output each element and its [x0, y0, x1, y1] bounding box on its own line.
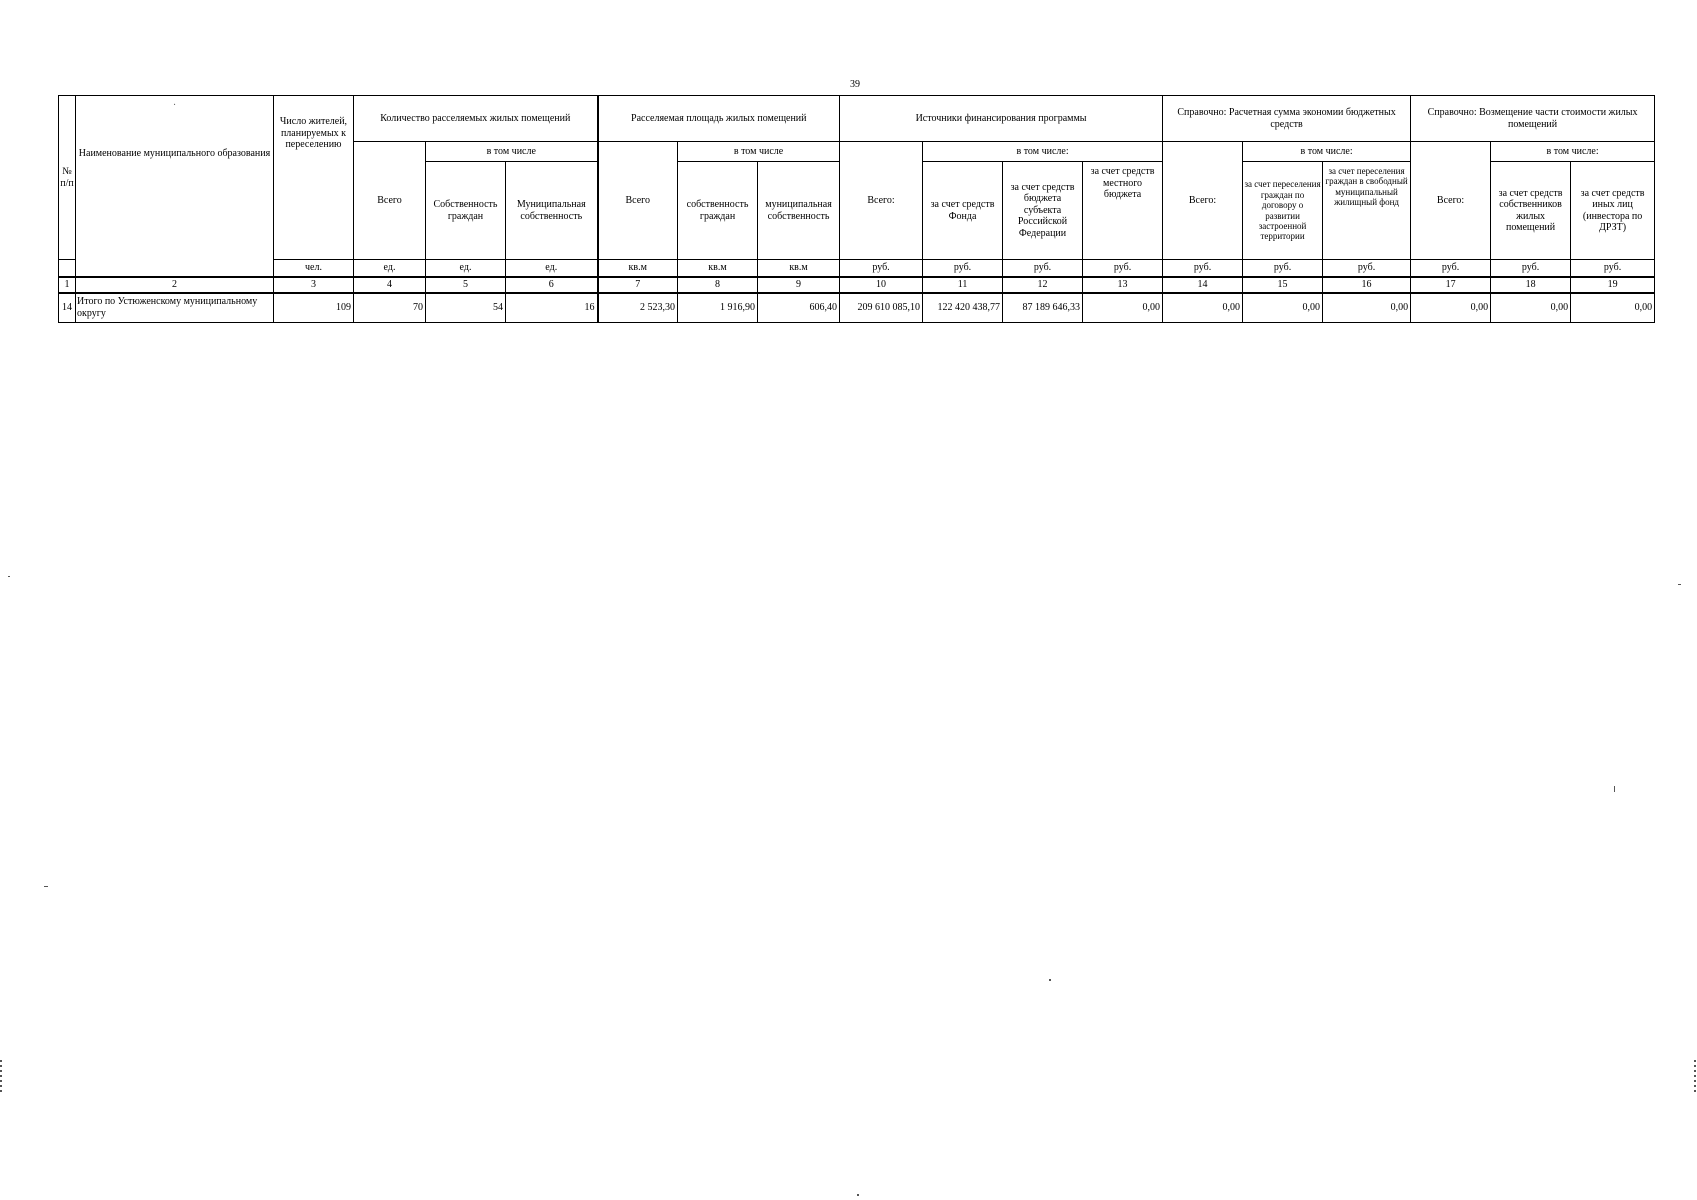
header-group-financing: Источники финансирования программы [840, 96, 1163, 142]
header-qty-total: Всего [354, 142, 426, 260]
row-value: 54 [426, 293, 506, 323]
column-numbers-row [59, 277, 1655, 293]
header-fin-total: Всего: [840, 142, 923, 260]
row-value: 0,00 [1083, 293, 1163, 323]
col-number-cell: 2 [76, 277, 274, 293]
header-name-label: Наименование муниципального образования [78, 147, 271, 159]
header-row-groups [59, 96, 1655, 142]
row-num: 14 [59, 293, 76, 323]
row-value: 0,00 [1323, 293, 1411, 323]
header-econ-total: Всего: [1163, 142, 1243, 260]
header-fin-regional: за счет средств бюджета субъекта Российской Федерации [1003, 162, 1083, 260]
col-number-cell: 11 [923, 277, 1003, 293]
unit-cell: руб. [1003, 260, 1083, 277]
scan-speck [1678, 584, 1681, 585]
unit-cell: руб. [1491, 260, 1571, 277]
row-value: 606,40 [758, 293, 840, 323]
row-value: 1 916,90 [678, 293, 758, 323]
header-comp-total: Всего: [1411, 142, 1491, 260]
col-number-cell: 7 [598, 277, 678, 293]
header-fin-local: за счет средств местного бюджета [1083, 162, 1163, 260]
col-number-cell: 19 [1571, 277, 1655, 293]
scan-speck [857, 1194, 859, 1196]
resettlement-table [58, 95, 1655, 323]
unit-cell: руб. [923, 260, 1003, 277]
row-value: 209 610 085,10 [840, 293, 923, 323]
unit-cell: руб. [1571, 260, 1655, 277]
header-col-num: № п/п [59, 96, 76, 260]
col-number-cell: 5 [426, 277, 506, 293]
col-number-cell: 8 [678, 277, 758, 293]
units-blank [59, 260, 76, 277]
col-number-cell: 14 [1163, 277, 1243, 293]
header-fin-fund: за счет средств Фонда [923, 162, 1003, 260]
scan-speck [1614, 786, 1615, 792]
page-number: 39 [850, 79, 860, 90]
row-value: 0,00 [1491, 293, 1571, 323]
unit-cell: руб. [1243, 260, 1323, 277]
header-comp-incl: в том числе: [1491, 142, 1655, 162]
unit-cell: руб. [1411, 260, 1491, 277]
unit-cell: чел. [274, 260, 354, 277]
col-number-cell: 10 [840, 277, 923, 293]
header-comp-investor: за счет средств иных лиц (инвестора по ДРЗТ) [1571, 162, 1655, 260]
unit-cell: кв.м [758, 260, 840, 277]
header-area-municipal: муниципальная собственность [758, 162, 840, 260]
unit-cell: ед. [506, 260, 598, 277]
scan-speck [1049, 979, 1051, 981]
row-value: 0,00 [1243, 293, 1323, 323]
scan-edge-right [1694, 1060, 1696, 1094]
header-qty-municipal: Муниципальная собственность [506, 162, 598, 260]
col-number-cell: 16 [1323, 277, 1411, 293]
header-fin-incl: в том числе: [923, 142, 1163, 162]
row-value: 70 [354, 293, 426, 323]
header-area-total: Всего [598, 142, 678, 260]
table-row [59, 293, 1655, 323]
row-value: 16 [506, 293, 598, 323]
unit-cell: руб. [1083, 260, 1163, 277]
row-value: 87 189 646,33 [1003, 293, 1083, 323]
col-number-cell: 3 [274, 277, 354, 293]
col-number-cell: 15 [1243, 277, 1323, 293]
row-value: 122 420 438,77 [923, 293, 1003, 323]
header-name-dot: · [172, 100, 177, 111]
row-name: Итого по Устюженскому муниципальному округу [76, 293, 274, 323]
unit-cell: кв.м [678, 260, 758, 277]
col-number-cell: 4 [354, 277, 426, 293]
col-number-cell: 12 [1003, 277, 1083, 293]
col-number-cell: 17 [1411, 277, 1491, 293]
scan-edge-left [0, 1060, 2, 1094]
scan-speck [8, 576, 10, 577]
header-col-name [76, 96, 274, 277]
row-value: 2 523,30 [598, 293, 678, 323]
header-area-incl: в том числе [678, 142, 840, 162]
unit-cell: руб. [1163, 260, 1243, 277]
row-value: 109 [274, 293, 354, 323]
row-value: 0,00 [1163, 293, 1243, 323]
col-number-cell: 6 [506, 277, 598, 293]
header-group-compensation: Справочно: Возмещение части стоимости жилых помещений [1411, 96, 1655, 142]
unit-cell: руб. [840, 260, 923, 277]
scan-speck [44, 886, 48, 887]
header-area-citizens: собственность граждан [678, 162, 758, 260]
col-number-cell: 18 [1491, 277, 1571, 293]
unit-cell: ед. [354, 260, 426, 277]
header-col-residents: Число жителей, планируемых к переселению [274, 96, 354, 260]
header-qty-citizens: Собственность граждан [426, 162, 506, 260]
header-comp-owners: за счет средств собственников жилых помещений [1491, 162, 1571, 260]
row-value: 0,00 [1411, 293, 1491, 323]
header-econ-territory: за счет переселения граждан по договору о развитии застроенной территории [1243, 162, 1323, 260]
unit-cell: кв.м [598, 260, 678, 277]
header-qty-incl: в том числе [426, 142, 598, 162]
header-group-qty: Количество расселяемых жилых помещений [354, 96, 598, 142]
header-econ-incl: в том числе: [1243, 142, 1411, 162]
unit-cell: ед. [426, 260, 506, 277]
units-row [59, 260, 1655, 277]
header-group-economy: Справочно: Расчетная сумма экономии бюджетных средств [1163, 96, 1411, 142]
header-group-area: Расселяемая площадь жилых помещений [598, 96, 840, 142]
unit-cell: руб. [1323, 260, 1411, 277]
col-number-cell: 1 [59, 277, 76, 293]
header-econ-free-fund: за счет переселения граждан в свободный муниципальный жилищный фонд [1323, 162, 1411, 260]
col-number-cell: 9 [758, 277, 840, 293]
col-number-cell: 13 [1083, 277, 1163, 293]
row-value: 0,00 [1571, 293, 1655, 323]
